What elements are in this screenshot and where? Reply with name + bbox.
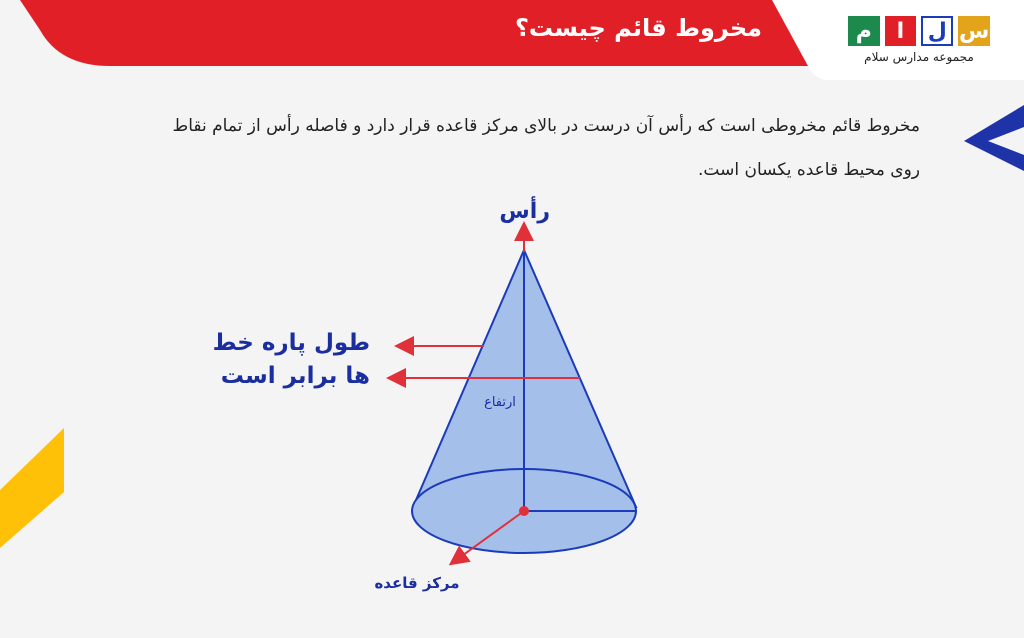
segment-label-line-2: ها برابر است	[220, 363, 370, 389]
definition-line-1: مخروط قائم مخروطی است که رأس آن درست در بالای مرکز قاعده قرار دارد و فاصله رأس از تمام نقاط	[172, 116, 920, 136]
logo-letter-mim: م	[848, 16, 880, 46]
blue-chevron-shape	[960, 105, 1024, 175]
segment-label-line-1: طول پاره خط	[212, 330, 370, 356]
logo-caption: مجموعه مدارس سلام	[864, 50, 974, 64]
logo-letter-sin: س	[958, 16, 990, 46]
salam-schools-logo	[848, 16, 990, 70]
definition-text	[140, 104, 920, 192]
logo-letter-lam: ل	[921, 16, 953, 46]
logo-letter-boxes	[848, 16, 990, 46]
definition-line-2: روی محیط قاعده یکسان است.	[698, 160, 920, 180]
apex-label: رأس	[499, 199, 550, 224]
cone-diagram	[0, 190, 1024, 638]
height-label: ارتفاع	[484, 395, 516, 410]
logo-letter-alef: ا	[885, 16, 917, 46]
base-center-label: مرکز قاعده	[374, 574, 460, 592]
page-title: مخروط قائم چیست؟	[514, 14, 762, 42]
base-center-dot	[519, 506, 529, 516]
header-banner	[0, 0, 1024, 80]
